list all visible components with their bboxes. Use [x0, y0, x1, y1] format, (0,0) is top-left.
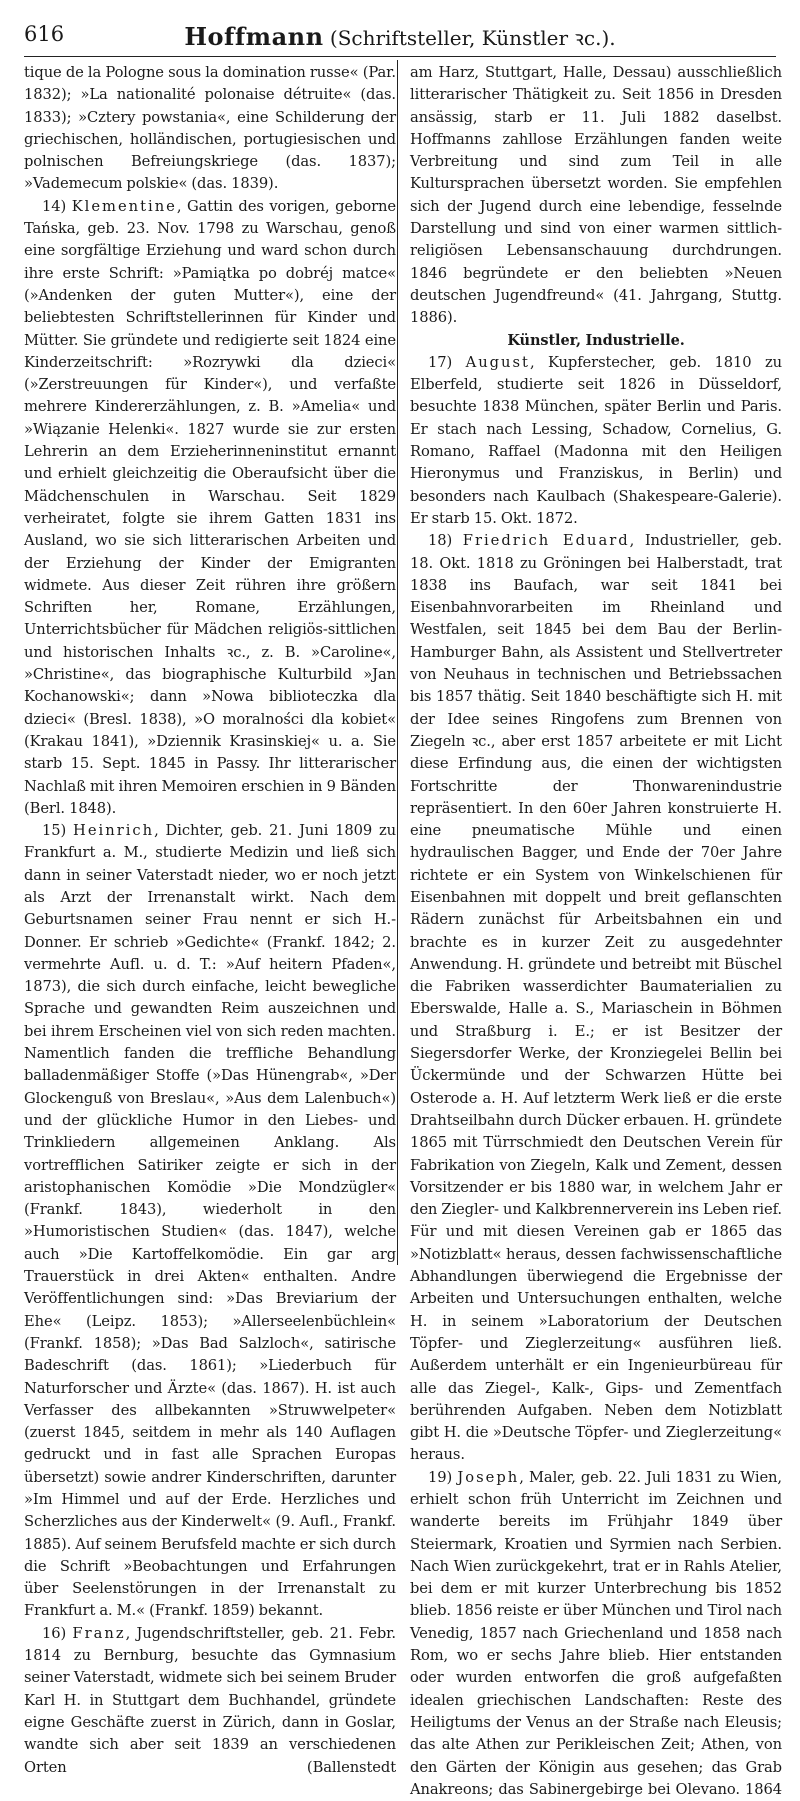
running-head-rest: (Schriftsteller, Künstler ꝛc.). — [323, 26, 616, 50]
continued-paragraph: am Harz, Stuttgart, Halle, Dessau) ausschließlich litterarischer Thätigkeit zu. Seit 1856 in Dresden ansässig, starb er 11. Juli 1882 daselbst. Hoffmanns zahllose Erzählungen fanden weite Verbreitung und sind zum Teil in alle Kultursprachen übersetzt worden. Sie empfehlen sich der Jugend durch eine lebendige, fesselnde Darstellung und sind von einer warmen sittlich-religiösen Lebensanschauung durchdrungen. 1846 begründete er den beliebten »Neuen deutschen Jugendfreund« (41. Jahrgang, Stuttg. 1886). — [410, 64, 782, 327]
entry-17 — [410, 352, 782, 530]
column-divider — [397, 60, 398, 1265]
running-head — [24, 22, 776, 51]
running-head-name: Hoffmann — [184, 22, 324, 51]
entry-name: Friedrich Eduard — [462, 532, 630, 550]
entry-14 — [24, 196, 396, 820]
entry-name: August — [465, 353, 530, 371]
entry-18 — [410, 530, 782, 1466]
entry-number: 14) — [42, 197, 72, 215]
entry-number: 15) — [42, 822, 74, 840]
entry-name: Heinrich — [73, 822, 155, 840]
entry-19 — [410, 1467, 782, 1801]
entry-text: , Kupferstecher, geb. 1810 zu Elberfeld, studierte seit 1826 in Düsseldorf, besuchte 1838 München, später Berlin und Paris. Er stach nach Lessing, Schadow, Cornelius, G. Romano, Raffael (Madonna mit den Heiligen Hieronymus und Franziskus, in Berlin) und besonders nach Kaulbach (Shakespeare-Galerie). Er starb 15. Okt. 1872. — [410, 353, 782, 527]
entry-number: 16) — [42, 1624, 73, 1642]
page-number: 616 — [24, 22, 65, 46]
continued-paragraph: tique de la Pologne sous la domination russe« (Par. 1832); »La nationalité polonaise détruite« (das. 1833); »Cztery powstania«, eine Schilderung der griechischen, holländischen, portugiesischen und polnischen Befreiungskriege (das. 1837); »Vademecum polskie« (das. 1839). — [24, 64, 396, 193]
entry-text: , Gattin des vorigen, geborne Tańska, geb. 23. Nov. 1798 zu Warschau, genoß eine sorgfältige Erziehung und ward schon durch ihre erste Schrift: »Pamiątka po dobréj matce« (»Andenken der guten Mutter«), eine der beliebtesten Schriftstellerinnen für Kinder und Mütter. Sie gründete und redigierte seit 1824 eine Kinderzeitschrift: »Rozrywki dla dzieci« (»Zerstreuungen für Kinder«), und verfaßte mehrere Kindererzählungen, z. B. »Amelia« und »Wiązanie Helenki«. 1827 wurde sie zur ersten Lehrerin an dem Erzieherinneninstitut ernannt und erhielt gleichzeitig die Oberaufsicht über die Mädchenschulen in Warschau. Seit 1829 verheiratet, folgte sie ihrem Gatten 1831 ins Ausland, wo sie sich litterarischen Arbeiten und der Erziehung der Kinder der Emigranten widmete. Aus dieser Zeit rühren ihre größern Schriften her, Romane, Erzählungen, Unterrichtsbücher für Mädchen religiös-sittlichen und historischen Inhalts ꝛc., z. B. »Caroline«, »Christine«, das biographische Kulturbild »Jan Kochanowski«; dann »Nowa biblioteczka dla dzieci« (Bresl. 1838), »O moralności dla kobiet« (Krakau 1841), »Dziennik Krasinskiej« u. a. Sie starb 15. Sept. 1845 in Passy. Ihr litterarischer Nachlaß mit ihren Memoiren erschien in 9 Bänden (Berl. 1848). — [24, 197, 396, 817]
entry-text: , Dichter, geb. 21. Juni 1809 zu Frankfurt a. M., studierte Medizin und ließ sich dann in seiner Vaterstadt nieder, wo er noch jetzt als Arzt der Irrenanstalt wirkt. Nach dem Geburtsnamen seiner Frau nennt er sich H.-Donner. Er schrieb »Gedichte« (Frankf. 1842; 2. vermehrte Aufl. u. d. T.: »Auf heitern Pfaden«, 1873), die sich durch einfache, leicht bewegliche Sprache und gewandten Reim auszeichnen und bei ihrem Erscheinen viel von sich reden machten. Namentlich fanden die treffliche Behandlung balladenmäßiger Stoffe (»Das Hünengrab«, »Der Glockenguß von Breslau«, »Aus dem Lalenbuch«) und der glückliche Humor in den Liebes- und Trinkliedern allgemeinen Anklang. Als vortrefflichen Satiriker zeigte er sich in der aristophanischen Komödie »Die Mondzügler« (Frankf. 1843), wiederholt in den »Humoristischen Studien« (das. 1847), welche auch »Die Kartoffelkomödie. Ein gar arg Trauerstück in drei Akten« enthalten. Andre Veröffentlichungen sind: »Das Breviarium der Ehe« (Leipz. 1853); »Allerseelenbüchlein« (Frankf. 1858); »Das Bad Salzloch«, satirische Badeschrift (das. 1861); »Liederbuch für Naturforscher und Ärzte« (das. 1867). H. ist auch Verfasser des allbekannten »Struwwelpeter« (zuerst 1845, seitdem in mehr als 140 Auflagen gedruckt und in fast alle Sprachen Europas übersetzt) sowie andrer Kinderschriften, darunter »Im Himmel und auf der Erde. Herzliches und Scherzliches aus der Kinderwelt« (9. Aufl., Frankf. 1885). Auf seinem Berufsfeld machte er sich durch die Schrift »Beobachtungen und Erfahrungen über Seelenstörungen in der Irrenanstalt zu Frankfurt a. M.« (Frankf. 1859) bekannt. — [24, 822, 396, 1620]
page-header — [24, 18, 776, 52]
entry-16 — [24, 1623, 396, 1779]
entry-number: 18) — [428, 532, 463, 550]
entry-15 — [24, 820, 396, 1623]
entry-number: 17) — [428, 353, 466, 371]
entry-text: , Maler, geb. 22. Juli 1831 zu Wien, erhielt schon früh Unterricht im Zeichnen und wanderte bereits im Frühjahr 1849 über Steiermark, Kroatien und Syrmien nach Serbien. Nach Wien zurückgekehrt, trat er in Rahls Atelier, bei dem er mit kurzer Unterbrechung bis 1852 blieb. 1856 reiste er über München und Tirol nach Venedig, 1857 nach Griechenland und 1858 nach Rom, wo er sechs Jahre blieb. Hier entstanden oder wurden entworfen die groß aufgefaßten idealen griechischen Landschaften: Reste des Heiligtums der Venus an der Straße nach Eleusis; das alte Athen zur Perikleischen Zeit; Athen, von den Gärten der Königin aus gesehen; das Grab Anakreons; das Sabinergebirge bei Olevano. 1864 — [410, 1468, 782, 1798]
left-column — [24, 62, 396, 1776]
entry-name: Joseph — [457, 1468, 520, 1486]
entry-text: , Industrieller, geb. 18. Okt. 1818 zu Gröningen bei Halberstadt, trat 1838 ins Baufach, war seit 1841 bei Eisenbahnvorarbeiten im Rheinland und Westfalen, seit 1845 bei dem Bau der Berlin-Hamburger Bahn, als Assistent und Stellvertreter von Neuhaus in technischen und Betriebssachen bis 1857 thätig. Seit 1840 beschäftigte sich H. mit der Idee seines Ringofens zum Brennen von Ziegeln ꝛc., aber erst 1857 arbeitete er mit Licht diese Erfindung aus, die einen der wichtigsten Fortschritte der Thonwarenindustrie repräsentiert. In den 60er Jahren konstruierte H. eine pneumatische Mühle und einen hydraulischen Bagger, und Ende der 70er Jahre richtete er ein System von Winkelschienen für Eisenbahnen mit doppelt und breit geflanschten Rädern zunächst für Arbeitsbahnen ein und brachte es in kurzer Zeit zu ausgedehnter Anwendung. H. gründete und betreibt mit Büschel die Fabriken wasserdichter Baumaterialien zu Eberswalde, Halle a. S., Mariaschein in Böhmen und Straßburg i. E.; er ist Besitzer der Siegersdorfer Werke, der Kronziegelei Bellin bei Ückermünde und der Schwarzen Hütte bei Osterode a. H. Auf letzterm Werk ließ er die erste Drahtseilbahn durch Dücker erbauen. H. gründete 1865 mit Türrschmiedt den Deutschen Verein für Fabrikation von Ziegeln, Kalk und Zement, dessen Vorsitzender er bis 1880 war, in welchem Jahr er den Ziegler- und Kalkbrennerverein ins Leben rief. Für und mit diesen Vereinen gab er 1865 das »Notizblatt« heraus, dessen fachwissenschaftliche Abhandlungen überwiegend die Ergebnisse der Arbeiten und Untersuchungen enthalten, welche H. in seinem »Laboratorium der Deutschen Töpfer- und Zieglerzeitung« ausführen ließ. Außerdem unterhält er ein Ingenieurbüreau für alle das Ziegel-, Kalk-, Gips- und Zementfach berührenden Aufgaben. Neben dem Notizblatt gibt H. die »Deutsche Töpfer- und Zieglerzeitung« heraus. — [410, 532, 782, 1464]
entry-text: , Jugendschriftsteller, geb. 21. Febr. 1814 zu Bernburg, besuchte das Gymnasium seiner Vaterstadt, widmete sich bei seinem Bruder Karl H. in Stuttgart dem Buchhandel, gründete eigne Geschäfte zuerst in Zürich, dann in Goslar, wandte sich aber seit 1839 an verschiedenen Orten (Ballenstedt — [24, 1624, 396, 1776]
entry-name: Klementine — [71, 197, 177, 215]
entry-number: 19) — [428, 1468, 458, 1486]
entry-name: Franz — [72, 1624, 126, 1642]
right-column — [410, 62, 782, 1798]
header-rule — [24, 56, 776, 57]
section-heading: Künstler, Industrielle. — [507, 331, 685, 349]
